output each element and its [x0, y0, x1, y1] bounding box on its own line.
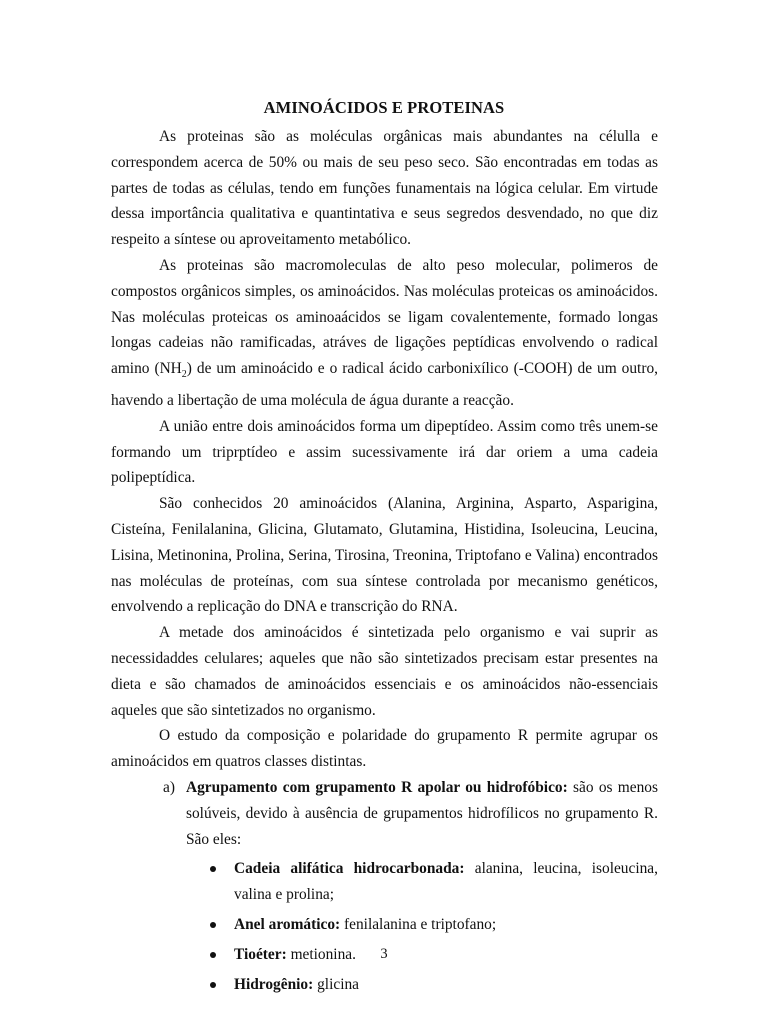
bullet-label: Tioéter: — [234, 945, 287, 963]
list-item-heading: Agrupamento com grupamento R apolar ou hidrofóbico: — [186, 779, 568, 796]
list-item-text: são os menos solúveis, devido à ausência de grupamentos hidrofílicos no grupamento R. São eles: — [186, 779, 658, 848]
bullet-label: Anel aromático: — [234, 915, 341, 933]
bullet-text: metionina. — [290, 945, 356, 963]
bullet-text: fenilalanina e triptofano; — [344, 915, 497, 933]
paragraph-twenty-aminoacids: São conhecidos 20 aminoácidos (Alanina, Arginina, Asparto, Asparigina, Cisteína, Fenilalanina, Glicina, Glutamato, Glutamina, Histidina, Isoleucina, Leucina, Lisina, Metinonina, Prolina, Serina, Tirosina, Treonina, Triptofano e Valina) encontrados nas moléculas de proteínas, com sua síntese controlada por mecanismo genéticos, envolvendo a replicação do DNA e transcrição do RNA. — [111, 495, 658, 616]
bullet-item — [186, 912, 658, 938]
bullet-list — [186, 856, 658, 997]
paragraph-dipeptide: A união entre dois aminoácidos forma um dipeptídeo. Assim como três unem-se formando um triprptídeo e assim sucessivamente irá dar oriem a uma cadeia polipeptídica. — [111, 417, 658, 487]
paragraph-macromolecules — [111, 253, 658, 414]
bullet-item — [186, 856, 658, 908]
nh2-subscript: 2 — [181, 369, 187, 381]
paragraph-intro: As proteinas são as moléculas orgânicas mais abundantes na célulla e correspondem acerca de 50% ou mais de seu peso seco. São encontradas em todas as partes de todas as células, tendo em funções funamentais na lógica celular. Em virtude dessa importância qualitativa e quantintativa e seus segredos desvendado, no que diz respeito a síntese ou aproveitamento metabólico. — [111, 128, 658, 249]
paragraph-synthesis: A metade dos aminoácidos é sintetizada pelo organismo e vai suprir as necessidaddes celulares; aqueles que não são sintetizados precisam estar presentes na dieta e são chamados de aminoácidos essenciais e os aminoácidos não-essenciais aqueles que são sintetizados no organismo. — [111, 624, 658, 719]
class-list-item-a — [111, 775, 658, 997]
bullet-dot-icon — [210, 982, 216, 988]
paragraph-macromolecules-part2: ) de um aminoácido e o radical ácido carbonixílico (-COOH) de um outro, havendo a libertação de uma molécula de água durante a reacção. — [111, 360, 658, 410]
bullet-label: Hidrogênio: — [234, 975, 314, 993]
bullet-label: Cadeia alifática hidrocarbonada: — [234, 860, 465, 878]
list-marker: a) — [163, 779, 175, 796]
bullet-item — [186, 972, 658, 998]
bullet-dot-icon — [210, 922, 216, 928]
page-number: 3 — [380, 946, 388, 962]
bullet-text: alanina, leucina, isoleucina, valina e prolina; — [234, 860, 658, 904]
paragraph-classes: O estudo da composição e polaridade do grupamento R permite agrupar os aminoácidos em quatros classes distintas. — [111, 727, 658, 771]
bullet-text: glicina — [317, 975, 359, 993]
bullet-dot-icon — [210, 866, 216, 872]
document-body — [111, 124, 658, 1001]
paragraph-macromolecules-part1: As proteinas são macromoleculas de alto peso molecular, polimeros de compostos orgânicos simples, os aminoácidos. Nas moléculas proteicas os aminoácidos. Nas moléculas proteicas os aminoaácidos se ligam covalentemente, formado longas longas cadeias não ramificadas, atráves de ligações peptídicas envolvendo o radical amino (NH — [111, 256, 658, 378]
class-list — [111, 775, 658, 997]
document-title: AMINOÁCIDOS E PROTEINAS — [263, 98, 505, 117]
